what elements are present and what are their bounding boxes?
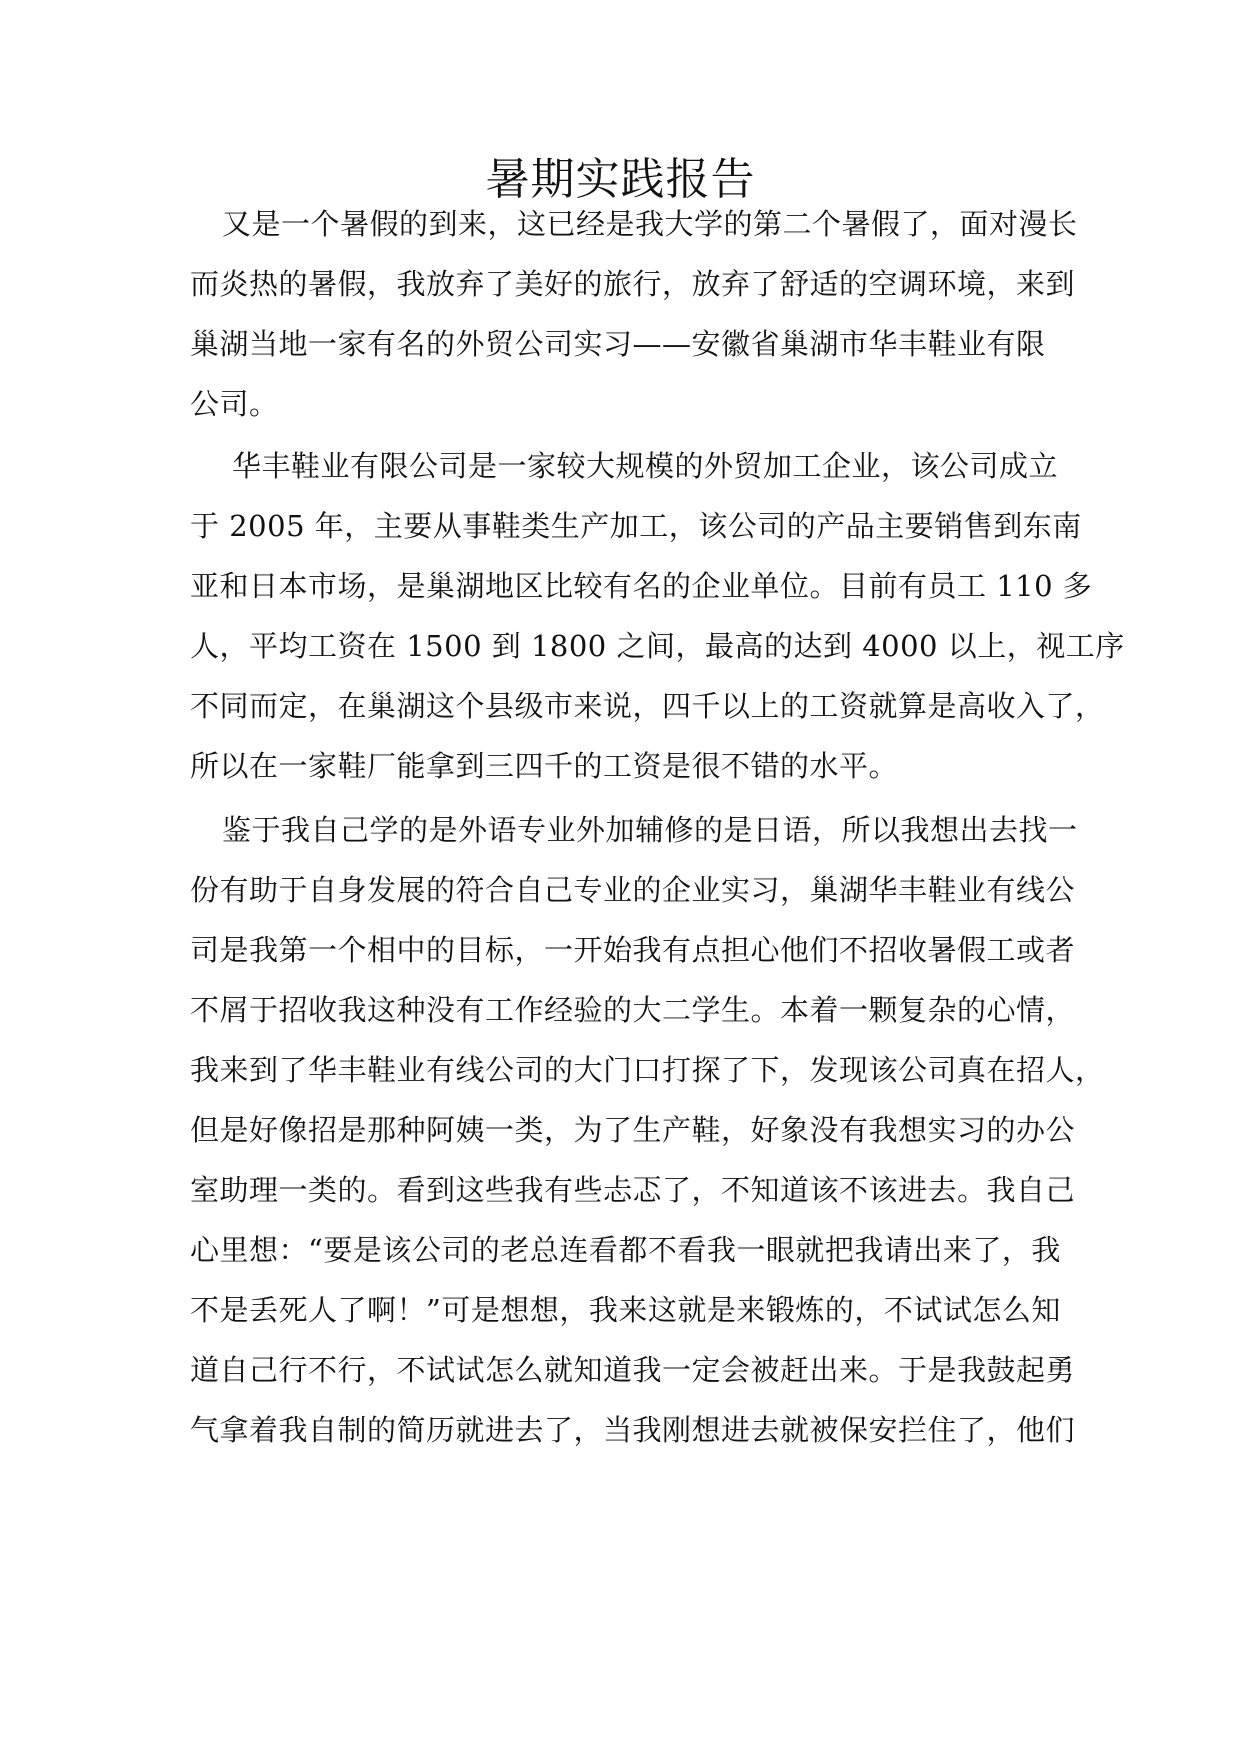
paragraph-3-line-2: 份有助于自身发展的符合自己专业的企业实习，巢湖华丰鞋业有线公 bbox=[190, 873, 1076, 907]
paragraph-1-line-3: 巢湖当地一家有名的外贸公司实习——安徽省巢湖市华丰鞋业有限 bbox=[190, 327, 1046, 361]
paragraph-3-line-3: 司是我第一个相中的目标，一开始我有点担心他们不招收暑假工或者 bbox=[190, 933, 1076, 967]
paragraph-3-line-8: 心里想：“要是该公司的老总连看都不看我一眼就把我请出来了，我 bbox=[190, 1233, 1061, 1267]
paragraph-2-line-6: 所以在一家鞋厂能拿到三四千的工资是很不错的水平。 bbox=[190, 749, 899, 783]
paragraph-3-line-5: 我来到了华丰鞋业有线公司的大门口打探了下，发现该公司真在招人， bbox=[190, 1053, 1105, 1087]
paragraph-2-line-2: 于 2005 年，主要从事鞋类生产加工，该公司的产品主要销售到东南 bbox=[190, 509, 1082, 543]
paragraph-1-line-2: 而炎热的暑假，我放弃了美好的旅行，放弃了舒适的空调环境，来到 bbox=[190, 267, 1076, 301]
paragraph-2-line-5: 不同而定，在巢湖这个县级市来说，四千以上的工资就算是高收入了， bbox=[190, 689, 1105, 723]
paragraph-2-line-1: 华丰鞋业有限公司是一家较大规模的外贸加工企业，该公司成立 bbox=[232, 449, 1059, 483]
paragraph-3-line-9: 不是丢死人了啊！”可是想想，我来这就是来锻炼的，不试试怎么知 bbox=[190, 1293, 1061, 1327]
paragraph-1-line-1: 又是一个暑假的到来，这已经是我大学的第二个暑假了，面对漫长 bbox=[222, 207, 1078, 241]
paragraph-3-line-7: 室助理一类的。看到这些我有些忐忑了，不知道该不该进去。我自己 bbox=[190, 1173, 1076, 1207]
document-title: 暑期实践报告 bbox=[485, 154, 756, 205]
paragraph-3-line-6: 但是好像招是那种阿姨一类，为了生产鞋，好象没有我想实习的办公 bbox=[190, 1113, 1076, 1147]
paragraph-3-line-11: 气拿着我自制的简历就进去了，当我刚想进去就被保安拦住了，他们 bbox=[190, 1413, 1076, 1447]
paragraph-3-line-1: 鉴于我自己学的是外语专业外加辅修的是日语，所以我想出去找一 bbox=[222, 813, 1078, 847]
paragraph-2-line-3: 亚和日本市场，是巢湖地区比较有名的企业单位。目前有员工 110 多 bbox=[190, 569, 1093, 603]
paragraph-3-line-4: 不屑于招收我这种没有工作经验的大二学生。本着一颗复杂的心情， bbox=[190, 993, 1076, 1027]
paragraph-2-line-4: 人，平均工资在 1500 到 1800 之间，最高的达到 4000 以上，视工序 bbox=[190, 629, 1125, 663]
paragraph-3-line-10: 道自己行不行，不试试怎么就知道我一定会被赶出来。于是我鼓起勇 bbox=[190, 1353, 1076, 1387]
paragraph-1-line-4: 公司。 bbox=[190, 387, 279, 421]
